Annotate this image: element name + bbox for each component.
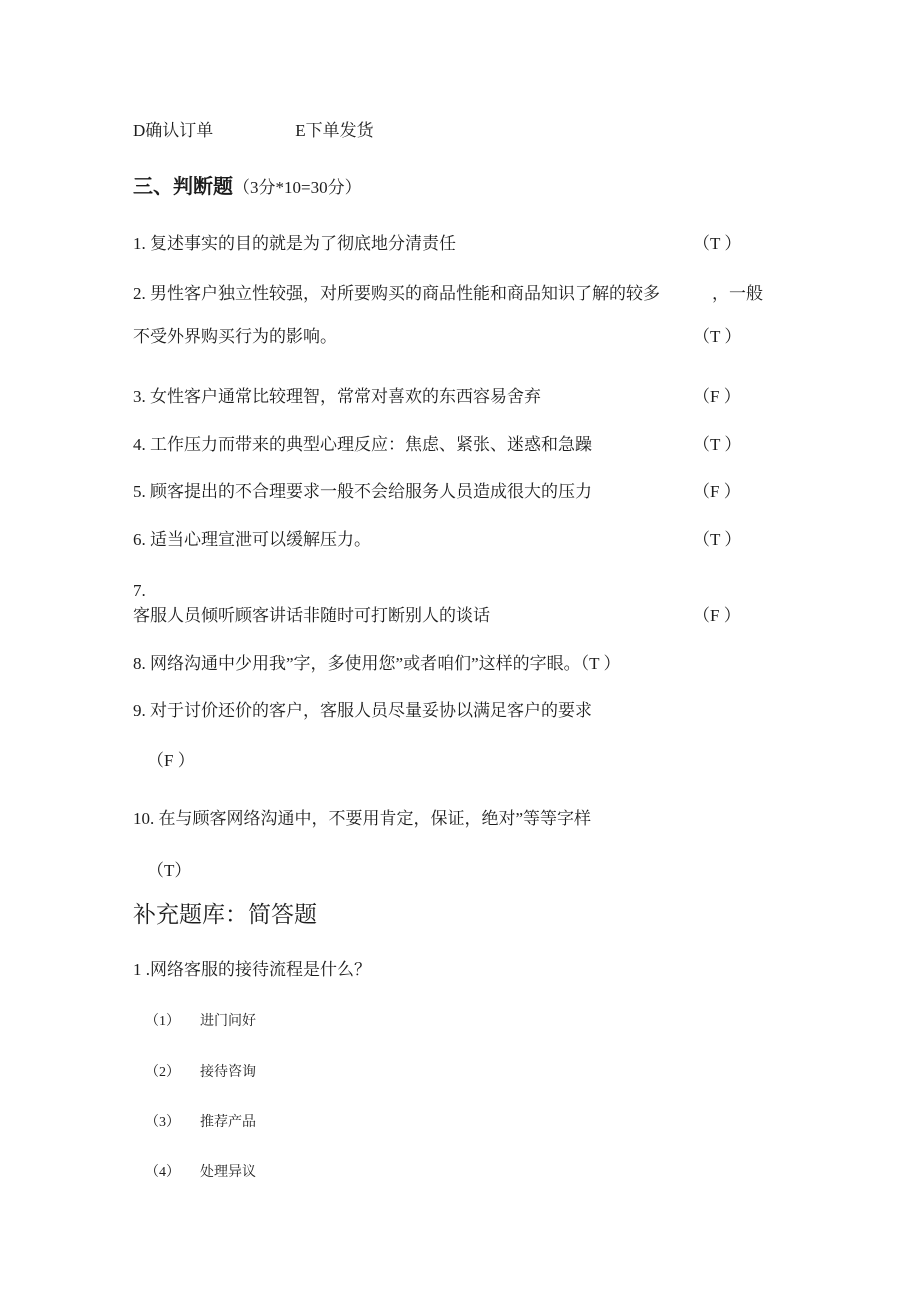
- supplement-title: 补充题库：简答题: [133, 902, 317, 927]
- judgment-line-3: [133, 384, 900, 410]
- question-text: 2. 男性客户独立性较强，对所要购买的商品性能和商品知识了解的较多: [133, 284, 660, 303]
- option-d: D确认订单: [133, 121, 214, 140]
- step-number: （4）: [145, 1165, 180, 1180]
- judgment-line-5: [133, 479, 900, 505]
- step-text: 处理异议: [200, 1165, 256, 1180]
- section-title: 三、判断题: [133, 176, 233, 198]
- question-text: 不受外界购买行为的影响。: [133, 327, 337, 346]
- step-line-3: [145, 1110, 900, 1136]
- answer-mark: （T ）: [693, 435, 742, 454]
- supplement-heading: [133, 899, 900, 931]
- step-text: 接待咨询: [200, 1065, 256, 1080]
- question-text: 8. 网络沟通中少用我”字，多使用您”或者咱们”这样的字眼。（T ）: [133, 654, 621, 673]
- answer-mark: （T）: [147, 861, 192, 880]
- step-number: （2）: [145, 1065, 180, 1080]
- judgment-line-8: [133, 651, 900, 677]
- answer-mark: （T ）: [693, 530, 742, 549]
- option-e: E下单发货: [295, 121, 374, 140]
- answer-mark: （T ）: [693, 327, 742, 346]
- answer-mark: （T ）: [693, 234, 742, 253]
- step-number: （3）: [145, 1115, 180, 1130]
- question-text: 3. 女性客户通常比较理智，常常对喜欢的东西容易舍弃: [133, 387, 541, 406]
- judgment-line-10: [133, 806, 900, 832]
- judgment-section-heading: [133, 172, 900, 202]
- question-text: 6. 适当心理宣泄可以缓解压力。: [133, 530, 371, 549]
- question-text: 10. 在与顾客网络沟通中，不要用肯定，保证，绝对”等等字样: [133, 809, 592, 828]
- judgment-line-1: [133, 231, 900, 257]
- judgment-line-2a: [133, 281, 900, 307]
- step-text: 推荐产品: [200, 1115, 256, 1130]
- answer-mark: （F ）: [147, 751, 195, 770]
- answer-mark: （F ）: [693, 387, 741, 406]
- question-text: 客服人员倾听顾客讲话非随时可打断别人的谈话: [133, 606, 490, 625]
- judgment-line-2b: [133, 324, 900, 350]
- question-text: 1. 复述事实的目的就是为了彻底地分清责任: [133, 234, 456, 253]
- step-text: 进门问好: [200, 1014, 256, 1029]
- step-line-1: [145, 1009, 900, 1035]
- step-number: （1）: [145, 1014, 180, 1029]
- section-score: （3分*10=30分）: [233, 178, 362, 197]
- judgment-line-6: [133, 527, 900, 553]
- step-line-2: [145, 1060, 900, 1086]
- supplement-question: [133, 957, 900, 983]
- question-text: 1 .网络客服的接待流程是什么？: [133, 960, 371, 979]
- judgment-line-10-answer: [147, 858, 900, 884]
- judgment-line-4: [133, 432, 900, 458]
- answer-mark: （F ）: [693, 606, 741, 625]
- question-text-tail: ，一般: [712, 284, 763, 303]
- question-text: 9. 对于讨价还价的客户，客服人员尽量妥协以满足客户的要求: [133, 701, 592, 720]
- question-text: 4. 工作压力而带来的典型心理反应：焦虑、紧张、迷惑和急躁: [133, 435, 592, 454]
- step-line-4: [145, 1160, 900, 1186]
- judgment-line-9: [133, 698, 900, 724]
- question-text: 5. 顾客提出的不合理要求一般不会给服务人员造成很大的压力: [133, 482, 592, 501]
- judgment-line-9-answer: [147, 748, 900, 774]
- question-text: 7.: [133, 581, 146, 600]
- judgment-line-7-text: [133, 603, 900, 629]
- answer-mark: （F ）: [693, 482, 741, 501]
- judgment-line-7-number: [133, 578, 900, 604]
- answer-options-row: [133, 118, 900, 144]
